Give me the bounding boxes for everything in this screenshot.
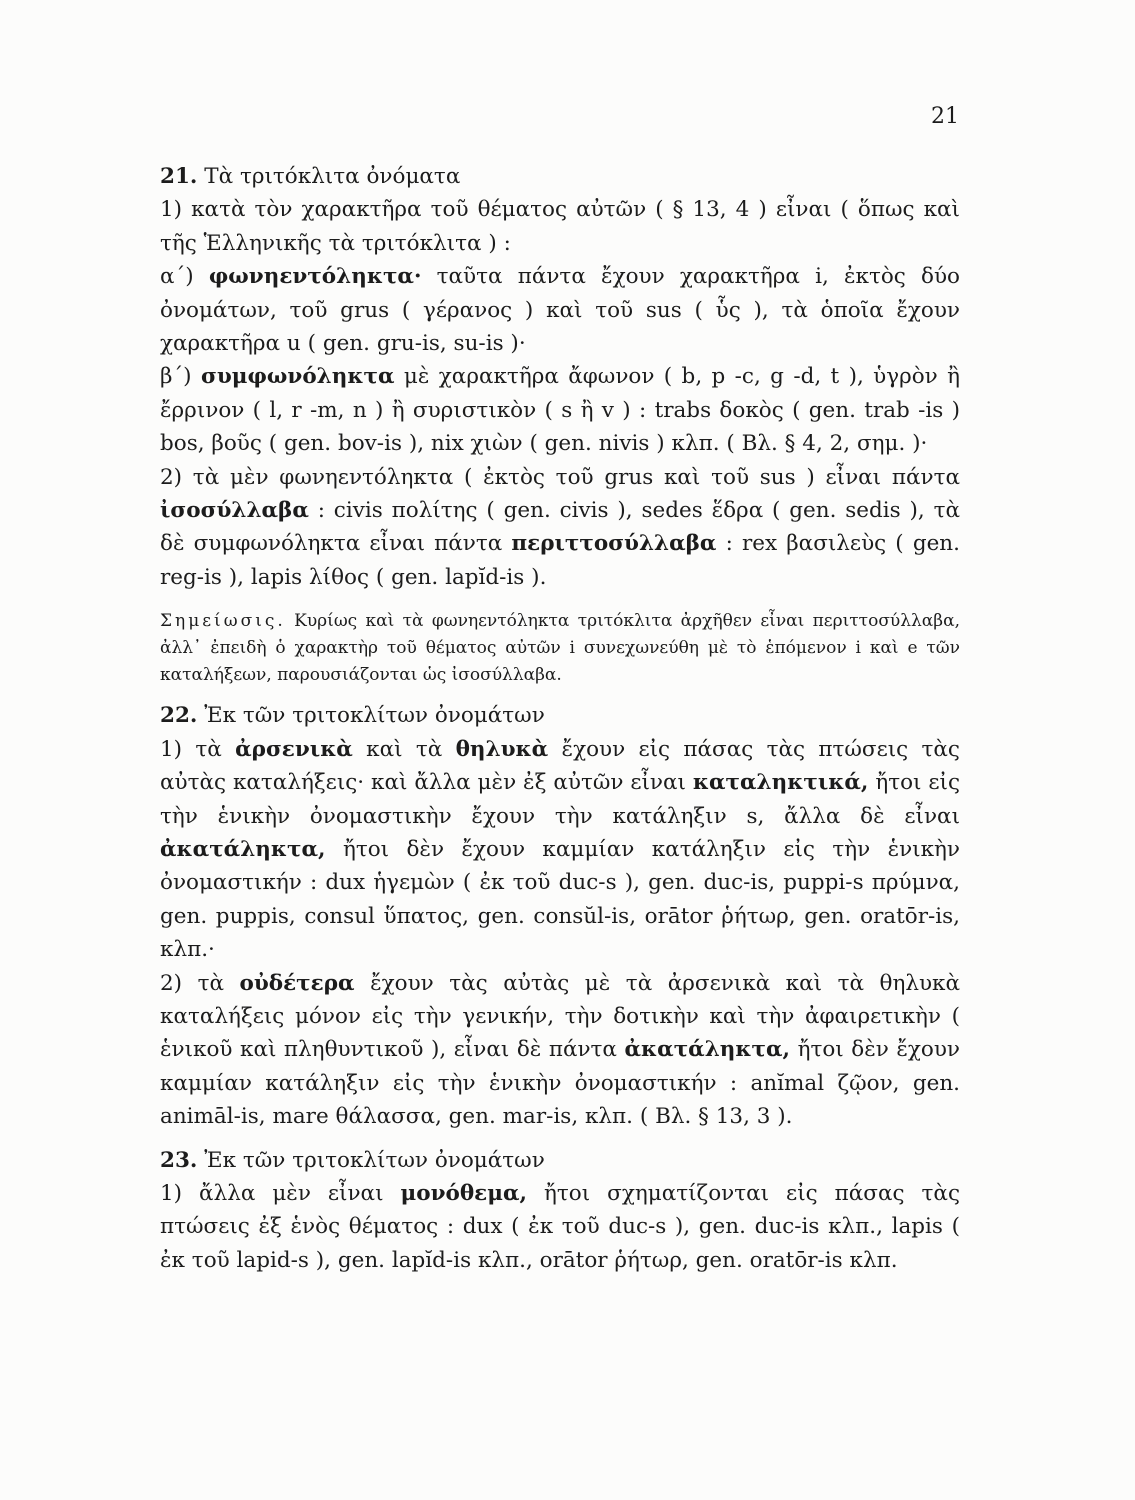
- section-21-b-prefix: β΄): [160, 364, 192, 390]
- section-21-note: [160, 608, 960, 689]
- section-23-heading: [160, 1144, 960, 1177]
- note-heading: Σημείωσις.: [160, 611, 286, 632]
- section-23-p1-term: μονόθεμα,: [400, 1180, 528, 1206]
- section-23-p1-b: ἤτοι σχηματίζονται εἰς πάσας τὰς πτώσεις ἐξ ἑνὸς θέματος : dux ( ἐκ τοῦ duc-s ), gen. duc-is κλπ., lapis ( ἐκ τοῦ lapid-s ), gen. lapĭd-is κλπ., orātor ῥήτωρ, gen. oratōr-is κλπ.: [160, 1180, 960, 1273]
- section-22-p1-term1: ἀρσενικὰ: [235, 736, 353, 762]
- note-text: Κυρίως καὶ τὰ φωνηεντόληκτα τριτόκλιτα ἀρχῆθεν εἶναι περιττοσύλλαβα, ἀλλ᾽ ἐπειδὴ ὁ χαρακτὴρ τοῦ θέματος αὐτῶν i συνεχωνεύθη μὲ τὸ ἑπόμενον i καὶ e τῶν καταλήξεων, παρουσιάζονται ὡς ἰσοσύλλαβα.: [160, 611, 960, 686]
- section-21-p2-a: 2) τὰ μὲν φωνηεντόληκτα ( ἐκτὸς τοῦ grus καὶ τοῦ sus ) εἶναι πάντα: [160, 464, 960, 490]
- section-22-p1-term2: θηλυκὰ: [455, 736, 549, 762]
- section-21-a-text: ταῦτα πάντα ἔχουν χαρακτῆρα i, ἐκτὸς δύο ὀνομάτων, τοῦ grus ( γέρανος ) καὶ τοῦ sus ( ὗς ), τὰ ὁποῖα ἔχουν χαρακτῆρα u ( gen. gru-is, su-is )·: [160, 264, 960, 357]
- section-22-heading: [160, 699, 960, 732]
- section-21-b-text: μὲ χαρακτῆρα ἄφωνον ( b, p -c, g -d, t ), ὑγρὸν ἢ ἔρρινον ( l, r -m, n ) ἢ συριστικὸν ( s ἢ v ) : trabs δοκὸς ( gen. trab -is ) bos, βοῦς ( gen. bov-is ), nix χιὼν ( gen. nivis ) κλπ. ( Βλ. § 4, 2, σημ. )·: [160, 364, 961, 457]
- section-21-p2-c: : rex βασιλεὺς ( gen. reg-is ), lapis λίθος ( gen. lapĭd-is ).: [160, 531, 960, 590]
- section-22-p1-c: ἔχουν εἰς πάσας τὰς πτώσεις τὰς αὐτὰς καταλήξεις· καὶ ἄλλα μὲν ἐξ αὐτῶν εἶναι: [160, 736, 960, 796]
- section-21-point-2: [160, 461, 960, 595]
- section-23-point-1: [160, 1177, 960, 1277]
- section-22-point-2: [160, 967, 960, 1134]
- section-22-p2-term1: οὐδέτερα: [239, 970, 355, 996]
- section-23-p1-a: 1) ἄλλα μὲν εἶναι: [160, 1180, 384, 1206]
- section-22-p2-term2: ἀκατάληκτα,: [624, 1037, 791, 1063]
- section-21-b-term: συμφωνόληκτα: [200, 364, 395, 390]
- section-21-point-b: [160, 360, 960, 460]
- section-22-title: Ἐκ τῶν τριτοκλίτων ὀνομάτων: [204, 703, 545, 729]
- section-22-p1-e: ἤτοι δὲν ἔχουν καμμίαν κατάληξιν εἰς τὴν ἑνικὴν ὀνομαστικήν : dux ἡγεμὼν ( ἐκ τοῦ duc-s ), gen. duc-is, puppi-s πρύμνα, gen. puppis, consul ὕπατος, gen. consŭl-is, orātor ῥήτωρ, gen. oratōr-is, κλπ.·: [160, 836, 960, 963]
- section-21-point-1: [160, 193, 960, 260]
- section-22-point-1: [160, 733, 960, 967]
- section-21-p2-term2: περιττοσύλλαβα: [511, 531, 717, 557]
- page-number: 21: [931, 104, 959, 129]
- section-21-point-1-text: 1) κατὰ τὸν χαρακτῆρα τοῦ θέματος αὐτῶν ( § 13, 4 ) εἶναι ( ὅπως καὶ τῆς Ἑλληνικῆς τὰ τριτόκλιτα ) :: [160, 197, 960, 256]
- section-22-p1-a: 1) τὰ: [160, 736, 222, 762]
- section-21-point-a: [160, 260, 960, 360]
- section-21-p2-term1: ἰσοσύλλαβα: [160, 498, 309, 524]
- section-21-number: 21.: [160, 164, 198, 189]
- section-21-a-term: φωνηεντόληκτα·: [208, 264, 422, 290]
- section-22-p1-b: καὶ τὰ: [366, 736, 443, 762]
- section-22-p1-d: ἤτοι εἰς τὴν ἑνικὴν ὀνομαστικὴν ἔχουν τὴν κατάληξιν s, ἄλλα δὲ εἶναι: [160, 770, 960, 829]
- section-21-p2-b: : civis πολίτης ( gen. civis ), sedes ἕδρα ( gen. sedis ), τὰ δὲ συμφωνόληκτα εἶναι πάντα: [160, 498, 960, 557]
- section-21-heading: [160, 160, 960, 193]
- section-21-title: Τὰ τριτόκλιτα ὀνόματα: [204, 164, 461, 189]
- section-22-p2-a: 2) τὰ: [160, 970, 224, 996]
- section-22-number: 22.: [160, 703, 198, 729]
- section-23-title: Ἐκ τῶν τριτοκλίτων ὀνομάτων: [204, 1147, 545, 1173]
- section-23-number: 23.: [160, 1147, 198, 1173]
- section-22-p1-term3: καταληκτικά,: [692, 770, 869, 796]
- section-22-p1-term4: ἀκατάληκτα,: [160, 836, 326, 862]
- body-text: [160, 150, 960, 1277]
- section-22-p2-c: ἤτοι δὲν ἔχουν καμμίαν κατάληξιν εἰς τὴν ἑνικὴν ὀνομαστικήν : anĭmal ζῷον, gen. animāl-is, mare θάλασσα, gen. mar-is, κλπ. ( Βλ. § 13, 3 ).: [160, 1037, 960, 1130]
- section-21-a-prefix: α΄): [160, 264, 194, 290]
- section-22-p2-b: ἔχουν τὰς αὐτὰς μὲ τὰ ἀρσενικὰ καὶ τὰ θηλυκὰ καταλήξεις μόνον εἰς τὴν γενικήν, τὴν δοτικὴν καὶ τὴν ἀφαιρετικὴν ( ἑνικοῦ καὶ πληθυντικοῦ ), εἶναι δὲ πάντα: [160, 970, 960, 1063]
